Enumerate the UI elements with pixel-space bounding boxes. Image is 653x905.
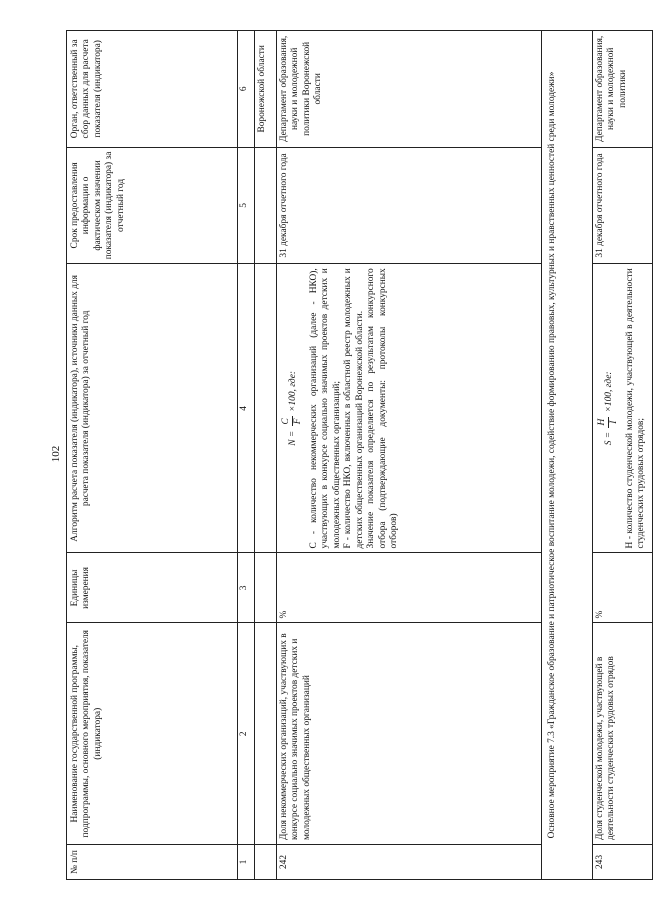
unit: % [277, 553, 542, 623]
section-row [542, 31, 593, 880]
column-number: 5 [238, 147, 255, 264]
column-number-row [238, 31, 255, 880]
formula-fraction: H I [597, 418, 620, 426]
indicator-name: Доля студенческой молодежи, участвующей в деятельности студенческих трудовых отрядов [593, 623, 653, 845]
formula: S = H I ×100, где: [597, 371, 620, 446]
algorithm-text: F - количество НКО, включенных в областной реестр молодежных и детских общественных организаций Воронежской области. [343, 268, 365, 549]
algorithm-text: Значение показателя определяется по результатам конкурсного отбора (подтверждающие документы: протоколы конкурсных отборов) [366, 268, 400, 549]
header-organ: Орган, ответственный за сбор данных для расчета показателя (индикатора) [67, 31, 238, 148]
column-number: 1 [238, 845, 255, 880]
indicator-name: Доля некоммерческих организаций, участвующих в конкурсе социально значимых проектов детских и молодежных общественных организаций [277, 623, 542, 845]
algorithm-text: C - количество некоммерческих организаций (далее - НКО), участвующих в конкурсе социально значимых проектов детских и молодежных общественных организаций; [308, 268, 342, 549]
header-deadline: Срок предоставления информации о фактическом значении показателя (индикатора) за отчетный год [67, 147, 238, 264]
algorithm-cell [277, 264, 542, 553]
table-stage [66, 30, 647, 880]
region-text: Воронежской области [255, 31, 277, 148]
page-number: 102 [50, 445, 62, 463]
header-unit: Единицы измерения [67, 553, 238, 623]
column-number: 4 [238, 264, 255, 553]
column-number: 2 [238, 623, 255, 845]
region-continuation-row [255, 31, 277, 880]
formula-fraction: C F [281, 418, 304, 425]
header-name: Наименование государственной программы, подпрограммы, основного мероприятия, показателя (индикатора) [67, 623, 238, 845]
algorithm-text: H - количество студенческой молодежи, участвующей в деятельности студенческих трудовых отрядов; [624, 268, 647, 549]
row-number: 242 [277, 845, 542, 880]
deadline: 31 декабря отчетного года [593, 147, 653, 264]
header-algorithm: Алгоритм расчета показателя (индикатора), источники данных для расчета показателя (индикатора) за отчетный год [67, 264, 238, 553]
unit: % [593, 553, 653, 623]
header-num: № п/п [67, 845, 238, 880]
section-title: Основное мероприятие 7.3 «Гражданское образование и патриотическое воспитание молодежи, содействие формированию правовых, культурных и нравственных ценностей среди молодежи» [542, 31, 593, 880]
column-number: 3 [238, 553, 255, 623]
indicator-table [66, 30, 653, 880]
formula: N = C F ×100, где: [281, 370, 304, 446]
table-header-row [67, 31, 238, 880]
table-row [593, 31, 653, 880]
deadline: 31 декабря отчетного года [277, 147, 542, 264]
algorithm-cell [593, 264, 653, 553]
responsible-organ: Департамент образования, науки и молодежной политики Воронежской области [277, 31, 542, 148]
table-row [277, 31, 542, 880]
row-number: 243 [593, 845, 653, 880]
rotated-table-container [66, 30, 647, 880]
column-number: 6 [238, 31, 255, 148]
responsible-organ: Департамент образования, науки и молодежной политики [593, 31, 653, 148]
